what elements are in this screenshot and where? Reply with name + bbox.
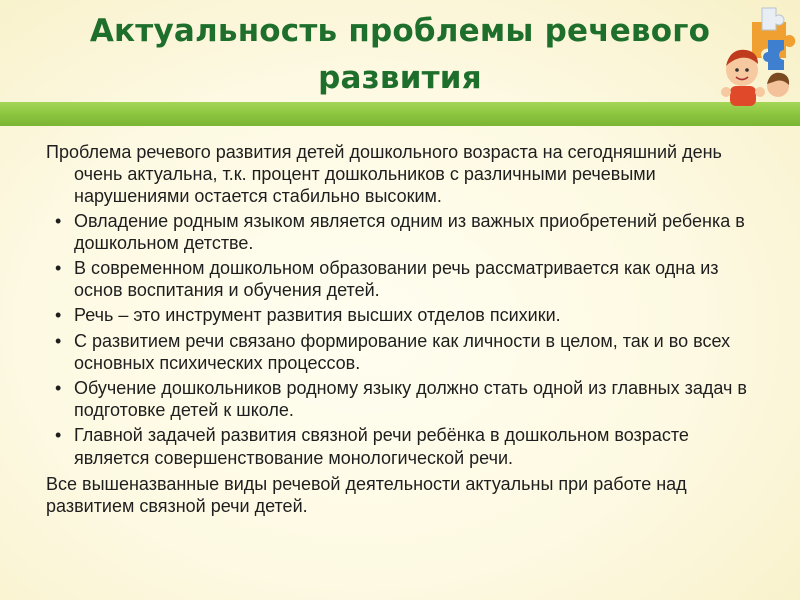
title-block xyxy=(0,8,800,102)
list-item-text: Речь – это инструмент развития высших отделов психики. xyxy=(74,305,561,326)
title-line-2: развития xyxy=(318,60,482,96)
list-item-text: В современном дошкольном образовании речь рассматривается как одна из основ воспитания и обучения детей. xyxy=(74,258,719,301)
children-puzzle-icon xyxy=(708,0,800,110)
list-item xyxy=(46,330,756,374)
bullet-marker: • xyxy=(55,258,62,279)
conclusion-paragraph: Все вышеназванные виды речевой деятельности актуальны при работе над развитием связной речи детей. xyxy=(46,473,687,517)
bullet-marker: • xyxy=(55,210,62,231)
list-item-text: С развитием речи связано формирование как личности в целом, так и во всех основных психических процессов. xyxy=(74,330,731,373)
list-item xyxy=(46,377,756,421)
list-item xyxy=(46,424,756,468)
bullet-marker: • xyxy=(55,330,62,351)
bullet-marker: • xyxy=(55,378,62,399)
bullet-list xyxy=(46,210,756,469)
list-item-text: Овладение родным языком является одним из важных приобретений ребенка в дошкольном детстве. xyxy=(74,210,745,253)
slide-body xyxy=(46,141,756,519)
slide-title xyxy=(0,8,800,102)
intro-paragraph: Проблема речевого развития детей дошкольного возраста на сегодняшний день очень актуальна, т.к. процент дошкольников с различными речевыми нарушениями остается стабильно высоким. xyxy=(46,142,722,207)
list-item xyxy=(46,257,756,301)
list-item xyxy=(46,304,756,326)
bullet-marker: • xyxy=(55,305,62,326)
title-line-1: Актуальность проблемы речевого xyxy=(89,13,711,49)
list-item xyxy=(46,210,756,254)
list-item-text: Главной задачей развития связной речи ребёнка в дошкольном возрасте является совершенствование монологической речи. xyxy=(74,425,689,468)
accent-bar xyxy=(0,102,800,126)
bullet-marker: • xyxy=(55,425,62,446)
list-item-text: Обучение дошкольников родному языку должно стать одной из главных задач в подготовке детей к школе. xyxy=(74,378,747,421)
